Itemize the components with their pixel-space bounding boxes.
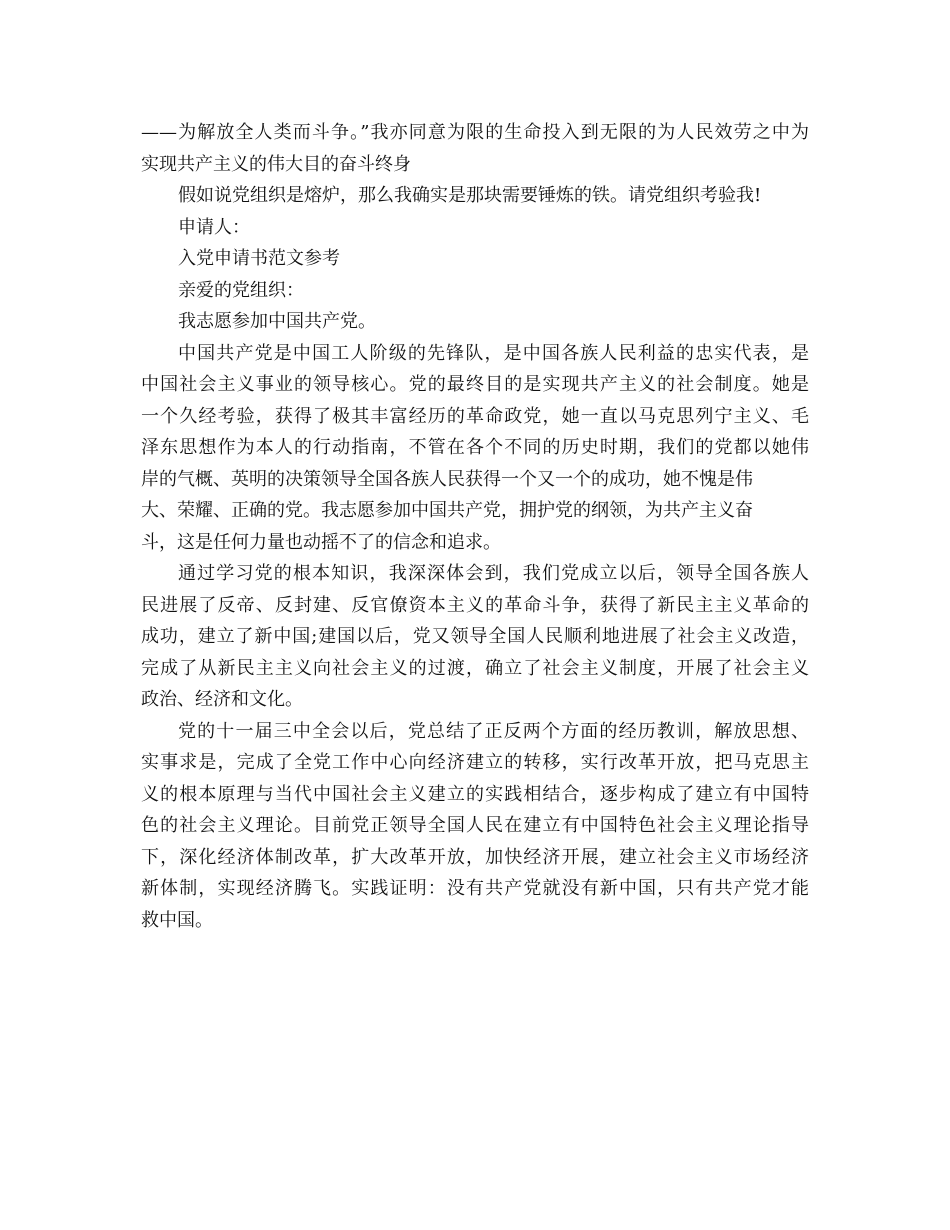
text-line: 实现共产主义的伟大目的奋斗终身 xyxy=(141,153,411,175)
signature-label: 申请人： xyxy=(178,216,250,238)
text-line: 我志愿参加中国共产党。 xyxy=(178,311,376,332)
text-line: 实事求是，完成了全党工作中心向经济建立的转移，实行改革开放，把马克思主 xyxy=(141,752,809,773)
text-line: 政治、经济和文化。 xyxy=(141,689,303,710)
text-line: 假如说党组织是熔炉，那么我确实是那块需要锤炼的铁。请党组织考验我! xyxy=(178,185,762,206)
text-line: 中国社会主义事业的领导核心。党的最终目的是实现共产主义的社会制度。她是 xyxy=(141,374,809,395)
text-line: 党的十一届三中全会以后，党总结了正反两个方面的经历教训，解放思想、 xyxy=(178,720,809,742)
text-line: 通过学习党的根本知识，我深深体会到，我们党成立以后，领导全国各族人 xyxy=(178,563,809,584)
text-line: 岸的气概、英明的决策领导全国各族人民获得一个又一个的成功，她不愧是伟 xyxy=(141,468,753,490)
text-line: ——为解放全人类而斗争。”我亦同意为限的生命投入到无限的为人民效劳之中为 xyxy=(141,122,809,143)
text-line: 下，深化经济体制改革，扩大改革开放，加快经济开展，建立社会主义市场经济 xyxy=(141,846,809,868)
text-line: 救中国。 xyxy=(141,909,213,931)
text-line: 斗，这是任何力量也动摇不了的信念和追求。 xyxy=(141,531,501,553)
text-line: 色的社会主义理论。目前党正领导全国人民在建立有中国特色社会主义理论指导 xyxy=(141,815,809,836)
salutation: 亲爱的党组织： xyxy=(178,279,304,301)
text-line: 新体制，实现经济腾飞。实践证明：没有共产党就没有新中国，只有共产党才能 xyxy=(141,878,809,899)
text-line: 完成了从新民主主义向社会主义的过渡，确立了社会主义制度，开展了社会主义 xyxy=(141,657,809,679)
text-line: 义的根本原理与当代中国社会主义建立的实践相结合，逐步构成了建立有中国特 xyxy=(141,783,809,805)
text-line: 泽东思想作为本人的行动指南，不管在各个不同的历史时期，我们的党都以她伟 xyxy=(141,437,809,458)
section-title: 入党申请书范文参考 xyxy=(178,248,340,269)
text-line: 民进展了反帝、反封建、反官僚资本主义的革命斗争，获得了新民主主义革命的 xyxy=(141,594,809,616)
text-line: 一个久经考验，获得了极其丰富经历的革命政党，她一直以马克思列宁主义、毛 xyxy=(141,405,809,427)
document-body xyxy=(141,117,809,936)
text-line: 中国共产党是中国工人阶级的先锋队，是中国各族人民利益的忠实代表，是 xyxy=(178,342,809,364)
text-line: 成功，建立了新中国;建国以后，党又领导全国人民顺利地进展了社会主义改造， xyxy=(141,626,809,647)
text-line: 大、荣耀、正确的党。我志愿参加中国共产党，拥护党的纲领，为共产主义奋 xyxy=(141,500,753,521)
